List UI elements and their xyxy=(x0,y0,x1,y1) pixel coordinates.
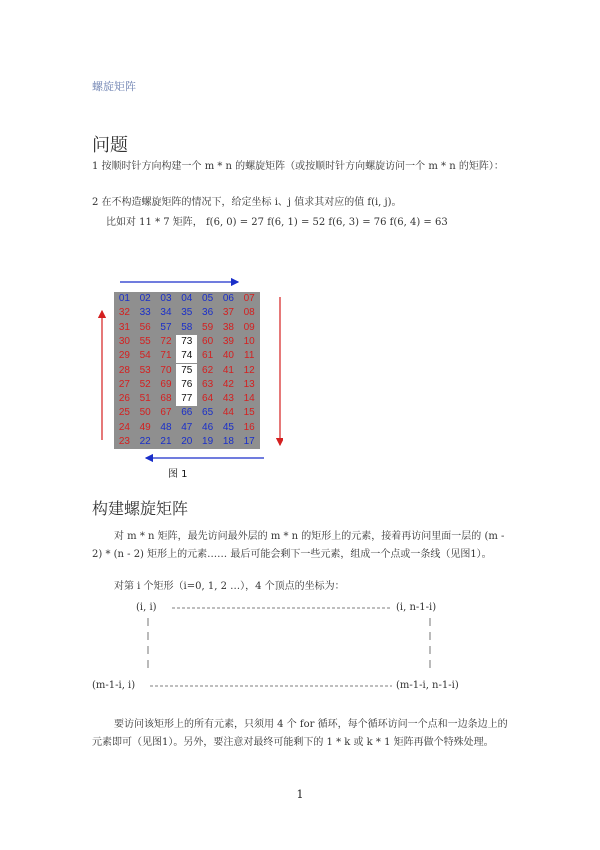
matrix-cell: 70 xyxy=(160,364,172,376)
matrix-cell: 36 xyxy=(202,307,214,319)
problem-item-1: 1 按顺时针方向构建一个 m * n 的螺旋矩阵（或按顺时针方向螺旋访问一个 m * n 的矩阵）： xyxy=(92,161,504,172)
matrix-cell: 17 xyxy=(243,436,255,447)
section-title-build: 构建螺旋矩阵 xyxy=(92,499,189,518)
matrix-cell: 27 xyxy=(118,378,130,390)
matrix-cell: 47 xyxy=(181,421,193,433)
matrix-cell: 04 xyxy=(181,293,193,304)
coord-bottom-right: (m-1-i, n-1-i) xyxy=(396,680,459,691)
matrix-cell: 11 xyxy=(244,350,255,362)
matrix-cell: 15 xyxy=(243,407,255,419)
matrix-cell: 65 xyxy=(202,407,214,419)
matrix-cell: 68 xyxy=(160,393,172,405)
matrix-cell: 40 xyxy=(222,350,234,362)
page-number: 1 xyxy=(296,788,304,801)
figure-caption: 图 1 xyxy=(168,469,188,480)
matrix-cell: 26 xyxy=(118,393,130,405)
matrix-cell: 32 xyxy=(118,307,130,319)
matrix-cell: 50 xyxy=(139,407,151,419)
coord-top-right: (i, n-1-i) xyxy=(396,602,437,613)
matrix-cell: 12 xyxy=(243,364,255,376)
matrix-cell: 38 xyxy=(222,321,234,333)
matrix-cell: 45 xyxy=(222,421,234,433)
matrix-cell: 54 xyxy=(139,350,151,362)
matrix-cell: 55 xyxy=(139,335,151,347)
matrix-cell: 74 xyxy=(176,349,197,363)
matrix-cell: 52 xyxy=(139,378,151,390)
matrix-cell: 33 xyxy=(139,307,151,319)
matrix-cell: 48 xyxy=(160,421,172,433)
matrix-cell: 67 xyxy=(160,407,172,419)
matrix-cell: 59 xyxy=(202,321,214,333)
matrix-cell: 66 xyxy=(181,407,193,419)
matrix-cell: 19 xyxy=(202,436,214,447)
matrix-cell: 03 xyxy=(160,293,172,304)
matrix-cell: 72 xyxy=(160,335,172,347)
problem-item-2: 2 在不构造螺旋矩阵的情况下，给定坐标 i、j 值求其对应的值 f(i, j)。 xyxy=(92,197,402,208)
matrix-cell: 62 xyxy=(202,364,214,376)
problem-example: 比如对 11 * 7 矩阵， f(6, 0) = 27 f(6, 1) = 52 f(6, 3) = 76 f(6, 4) = 63 xyxy=(106,217,448,228)
matrix-cell: 61 xyxy=(202,350,214,362)
coord-bottom-left: (m-1-i, i) xyxy=(92,680,136,691)
matrix-cell: 37 xyxy=(222,307,234,319)
matrix-cell: 46 xyxy=(202,421,214,433)
matrix-cell: 35 xyxy=(181,307,193,319)
matrix-cell: 64 xyxy=(202,393,214,405)
matrix-cell: 25 xyxy=(118,407,130,419)
matrix-cell: 16 xyxy=(243,421,255,433)
matrix-cell: 77 xyxy=(176,392,197,406)
matrix-cell: 63 xyxy=(202,378,214,390)
matrix-cell: 53 xyxy=(139,364,151,376)
build-paragraph-2: 对第 i 个矩形（i=0, 1, 2 …），4 个顶点的坐标为： xyxy=(114,581,345,592)
coord-top-left: (i, i) xyxy=(136,602,157,613)
matrix-cell: 13 xyxy=(243,378,255,390)
matrix-cell: 71 xyxy=(160,350,172,362)
matrix-cell: 08 xyxy=(243,307,255,319)
matrix-cell: 43 xyxy=(222,393,234,405)
matrix-cell: 51 xyxy=(139,393,151,405)
matrix-cell: 57 xyxy=(160,321,172,333)
matrix-cell: 07 xyxy=(243,293,255,304)
matrix-cell: 49 xyxy=(139,421,151,433)
matrix-cell: 21 xyxy=(160,436,172,447)
matrix-cell: 10 xyxy=(243,335,255,347)
doc-title-link[interactable]: 螺旋矩阵 xyxy=(92,80,136,93)
matrix-cell: 06 xyxy=(222,293,234,304)
matrix-cell: 14 xyxy=(243,393,255,405)
matrix-cell: 20 xyxy=(181,436,193,447)
matrix-cell: 34 xyxy=(160,307,172,319)
matrix-cell: 42 xyxy=(222,378,234,390)
matrix-cell: 69 xyxy=(160,378,172,390)
matrix-cell: 44 xyxy=(222,407,234,419)
matrix-cell: 29 xyxy=(118,350,130,362)
matrix-cell: 01 xyxy=(118,293,130,304)
matrix-cell: 28 xyxy=(118,364,130,376)
matrix-cell: 18 xyxy=(222,436,234,447)
matrix-cell: 09 xyxy=(243,321,255,333)
matrix-cell: 22 xyxy=(139,436,151,447)
matrix-cell: 02 xyxy=(139,293,151,304)
matrix-cell: 73 xyxy=(176,335,197,349)
matrix-cell: 31 xyxy=(118,321,130,333)
matrix-cell: 39 xyxy=(222,335,234,347)
matrix-cell: 24 xyxy=(118,421,130,433)
matrix-cell: 23 xyxy=(118,436,130,447)
matrix-cell: 56 xyxy=(139,321,151,333)
build-paragraph-1: 对 m * n 矩阵，最先访问最外层的 m * n 的矩形上的元素，接着再访问里面一层的 (m - 2) * (n - 2) 矩形上的元素…… 最后可能会剩下一些元素，组成一个点或一条线（见图1）。 xyxy=(92,531,505,560)
matrix-cell: 58 xyxy=(181,321,193,333)
matrix-cell: 30 xyxy=(118,335,130,347)
build-paragraph-3: 要访问该矩形上的所有元素，只须用 4 个 for 循环，每个循环访问一个点和一边条边上的元素即可（见图1）。另外，要注意对最终可能剩下的 1 * k 或 k * 1 矩阵再做个特殊处理。 xyxy=(92,719,508,748)
section-title-problem: 问题 xyxy=(92,135,128,156)
matrix-cell: 76 xyxy=(176,378,197,392)
matrix-cell: 05 xyxy=(202,293,214,304)
matrix-cell: 60 xyxy=(202,335,214,347)
matrix-cell: 75 xyxy=(176,364,197,378)
matrix-cell: 41 xyxy=(222,364,234,376)
